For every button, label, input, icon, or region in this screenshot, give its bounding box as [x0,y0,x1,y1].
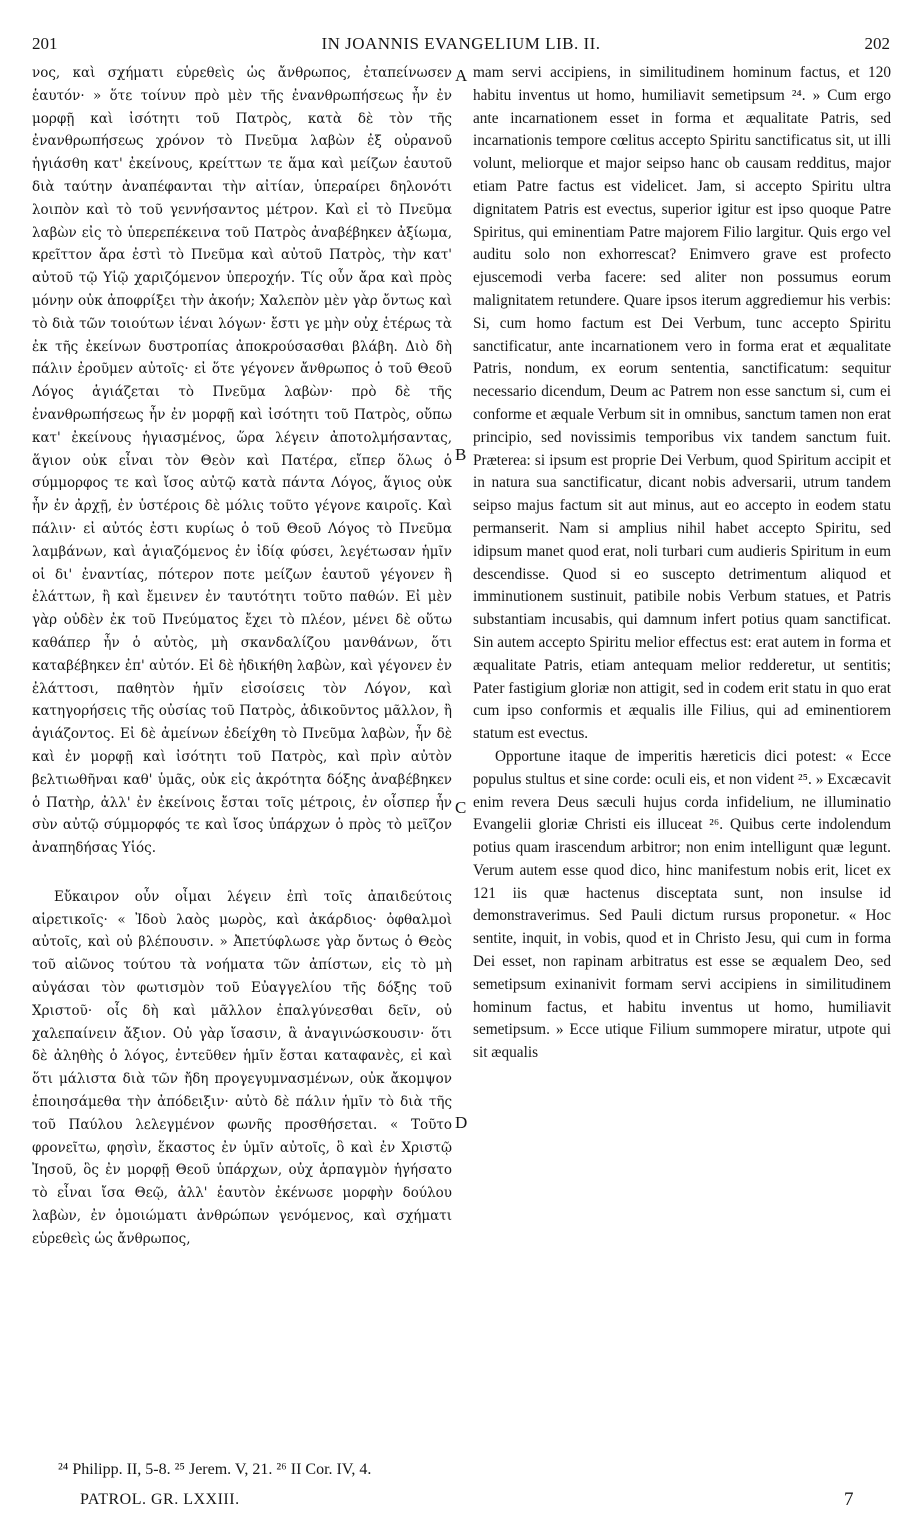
patrologia-signature: PATROL. GR. LXXIII. [80,1491,240,1508]
greek-column [32,62,452,1251]
latin-paragraph-2: Opportune itaque de imperitis hæreticis dici potest: « Ecce populus stultus et sine corde: oculi eis, et non vident ²⁵. » Excæcavit enim revera Deus sæculi hujus corda infidelium, ne illuminatio Evangelii gloriæ Christi eis illuceat ²⁶. Quibus certe indolendum potius quam irascendum arbitror; non enim intelligunt quæ legunt. Verum autem esse quod dico, hinc manifestum nobis erit, licet ex 121 iis quæ hactenus disceptata sunt, non insulse id demonstraverimus. Sed Pauli dictum rursus proponetur. « Hoc sentite, inquit, in vobis, quod et in Christo Jesu, qui cum in forma Dei esset, non rapinam arbitratus est esse se æqualem Deo, sed semetipsum exinanivit formam servi accipiens in similitudinem hominum factus, et habitu inventus ut homo, humiliavit semetipsum. » Ecce utique Filium summopere miratur, utpote qui sit æqualis [473,747,891,1062]
right-page-number: 202 [864,34,890,53]
signature-number: 7 [844,1489,854,1510]
latin-paragraph-1: mam servi accipiens, in similitudinem hominum factus, et 120 habitu inventus ut homo, humiliavit semetipsum ²⁴. » Cum ergo ante incarnationem esset in forma et æqualitate Patris, sed incarnationis tempore cœlitus accepto Spiritu sanctificatus sit, ut illi volunt, meliorque et major seipso hanc ob causam redditus, major etiam Patre factus est videlicet. Jam, si accepto Spiritu ultra dignitatem Patris est evectus, superior igitur est ipso quoque Patre Spiritus, qui eminentiam Patre majorem Filio largitur. Quis ergo vel auditu solo non exhorrescat? Enimvero grave est profecto ejuscemodi verba facere: sed aliter non possumus eorum malignitatem retundere. Quare ipsos iterum aggrediemur his verbis: Si, cum homo factum est Dei Verbum, tunc accepto Spiritu sanctificatur, ante incarnationem vero in forma erat et æqualitate Patris, nondum, ex eorum sententia, sanctificatum: sequitur necessario dicendum, Deum ac Patrem non esse sanctum si, cum ei conforme et æquale Verbum sit in omnibus, sanctum tamen non erat principio, sed novissimis temporibus vix tandem sanctum fuit. Præterea: si ipsum est proprie Dei Verbum, quod Spiritum accipit et in natura sua sanctificatur, dicant nobis adversarii, utrum tandem seipso majus factum sit aut minus, aut eo accepto in eodem statu permanserit. Nam si amplius nihil habet accepto Spiritu, sed idipsum manet quod erat, noli turbari cum audieris Spiritum in eum descendisse. Quod si eo suscepto detrimentum aliquod et imminutionem sustinuit, patibile nobis Verbum statues, et Patris substantiam incusabis, qui damnum infert potius quam sanctificat. Sin autem accepto Spiritu melior effectus est: erat autem in forma et æqualitate Patris, etiam antequam melior redderetur, ut sentitis; Pater fastigium gloriæ non attigit, sed in codem erit statu in quo erat cum ipso conformis et æqualis ille Filius, qui ad eminentiorem statum est evectus. [473,64,891,743]
running-title: IN JOANNIS EVANGELIUM LIB. II. [321,34,601,53]
margin-letter-c: C [455,798,467,817]
running-header [32,34,890,60]
greek-paragraph-2: Εὔκαιρον οὖν οἶμαι λέγειν ἐπὶ τοῖς ἀπαιδεύτοις αἱρετικοῖς· « Ἰδοὺ λαὸς μωρὸς, καὶ ἀκάρδιος· ὀφθαλμοὶ αὐτοῖς, καὶ οὐ βλέπουσιν. » Ἀπετύφλωσε γὰρ ὄντως ὁ Θεὸς τοῦ αἰῶνος τούτου τὰ νοήματα τῶν ἀπίστων, εἰς τὸ μὴ αὐγάσαι τὸν φωτισμὸν τοῦ Εὐαγγελίου τῆς δόξης τοῦ Χριστοῦ· οἷς δὴ καὶ μᾶλλον ἐπαλγύνεσθαι δεῖν, οὐ χαλεπαίνειν ἄξιον. Οὐ γὰρ ἴσασιν, ἃ ἀναγινώσκουσιν· ὅτι δὲ ἀληθὴς ὁ λόγος, ἐντεῦθεν ἡμῖν ἔσται καταφανὲς, εἰ καὶ ὅτι μάλιστα διὰ τῶν ἤδη προγεγυμνασμένων, οὐκ ἄκομψον ἐποιησάμεθα τὴν ἀπόδειξιν· αὐτὸ δὲ πάλιν ἡμῖν τὸ διὰ τῆς τοῦ Παύλου λελεγμένον φωνῆς προσθήσεται. « Τοῦτο φρονεῖτω, φησὶν, ἕκαστος ἐν ὑμῖν αὐτοῖς, ὃ καὶ ἐν Χριστῷ Ἰησοῦ, ὃς ἐν μορφῇ Θεοῦ ὑπάρχων, οὐχ ἁρπαγμὸν ἡγήσατο τὸ εἶναι ἴσα Θεῷ, ἀλλ' ἑαυτὸν ἐκένωσε μορφὴν δούλου λαβὼν, ἐν ὁμοιώματι ἀνθρώπων γενόμενος, καὶ σχήματι εὑρεθεὶς ὡς ἄνθρωπος, [32,888,452,1247]
left-page-number: 201 [32,34,58,53]
margin-letter-a: A [455,66,468,85]
greek-paragraph-1: νος, καὶ σχήματι εὑρεθεὶς ὡς ἄνθρωπος, ἐταπείνωσεν ἑαυτόν· » ὅτε τοίνυν πρὸ μὲν τῆς ἐνανθρωπήσεως ἦν ἐν μορφῇ καὶ ἰσότητι τοῦ Πατρὸς, κατὰ δὲ τὸν τῆς ἐνανθρωπήσεως χρόνον τὸ Πνεῦμα λαβὼν ἐξ οὐρανοῦ ἡγιάσθη κατ' ἐκείνους, κρείττων τε ἅμα καὶ μείζων ἑαυτοῦ διὰ ταύτην ἀναπέφανται τὴν αἰτίαν, ὑπεραίρει δηλονότι λοιπὸν καὶ τὸ τοῦ γεννήσαντος μέτρον. Καὶ εἰ τὸ Πνεῦμα λαβὼν εἰς τὸ ὑπερεπέκεινα τοῦ Πατρὸς ἀναβέβηκεν ἀξίωμα, κρεῖττον ἄρα ἐστὶ τὸ Πνεῦμα καὶ αὐτοῦ Πατρὸς, τὴν κατ' αὐτοῦ τῷ Υἱῷ χαριζόμενον ὑπεροχήν. Τίς οὖν ἄρα καὶ πρὸς μόνην οὐκ ἀποφρίξει τὴν ἀκοήν; Χαλεπὸν μὲν γὰρ ὄντως καὶ τὸ διὰ τῶν τοιούτων ἰέναι λόγων· ἔστι γε μὴν οὐχ ἑτέρως τὰ ἐκ τῆς ἐκείνων δυστροπίας ἀποκρούσασθαι βλάβη. Διὸ δὴ πάλιν ἐροῦμεν αὐτοῖς· εἰ ὅτε γέγονεν ἄνθρωπος ὁ τοῦ Θεοῦ Λόγος ἁγιάζεται τὸ Πνεῦμα λαβὼν· πρὸ δὲ τῆς ἐνανθρωπήσεως ἦν ἐν μορφῇ καὶ ἰσότητι τοῦ Πατρὸς, οὔπω κατ' ἐκείνους ἡγιασμένος, ὥρα λέγειν ἀποτολμήσαντας, ἅγιον οὐκ εἶναι τὸν Θεὸν καὶ Πατέρα, εἴπερ ὅλως ὁ σύμμορφος τε καὶ ἴσος αὐτῷ κατὰ πάντα Λόγος, ἅγιος οὐκ ἦν ἐν ἀρχῇ, ἐν ὑστέροις δὲ μόλις τοῦτο γέγονε καιροῖς. Καὶ πάλιν· εἰ αὐτός ἐστι κυρίως ὁ τοῦ Θεοῦ Λόγος τὸ Πνεῦμα λαμβάνων, καὶ ἁγιαζόμενος ἐν ἰδίᾳ φύσει, λεγέτωσαν ἡμῖν οἱ δι' ἐναντίας, πότερον ποτε μείζων ἑαυτοῦ γέγονεν ἢ ἐλάττων, ἢ καὶ ἔμεινεν ἐν ταυτότητι τοῦτο παθών. Εἰ μὲν γὰρ οὐδὲν ἐκ τοῦ Πνεύματος ἔχει τὸ πλέον, μένει δὲ οὕτω καθάπερ ἦν ὁ αὐτὸς, μὴ σκανδαλίζου μανθάνων, ὅτι καταβέβηκεν ἐπ' αὐτόν. Εἰ δὲ ἠδικήθη λαβὼν, καὶ γέγονεν ἐν ἐλάττοσι, παθητὸν ἡμῖν εἰσοίσεις τὸν Λόγον, καὶ κατηγορήσεις τῆς οὐσίας τοῦ Πατρὸς, ἀδικοῦντος μᾶλλον, ἢ ἁγιάζοντος. Εἰ δὲ ἀμείνων ἐδείχθη τὸ Πνεῦμα λαβὼν, ἦν δὲ καὶ ἐν μορφῇ καὶ ἰσότητι τοῦ Πατρὸς, καὶ πρὶν αὐτὸν βελτιωθῆναι καθ' ὑμᾶς, οὐκ εἰς ἀκρότητα δόξης ἀναβέβηκεν ὁ Πατὴρ, ἀλλ' ἐν ἐκείνοις ἔσται τοῖς μέτροις, ἐν οἷσπερ ἦν σὺν αὐτῷ σύμμορφός τε καὶ ἴσος ὑπάρχων ὁ πρὸς τὸ μεῖζον ἀναπηδήσας Υἱός. [32,65,452,857]
margin-letter-b: B [455,445,467,464]
margin-letter-d: D [455,1113,468,1132]
latin-column [473,62,891,1065]
footnotes: ²⁴ Philipp. II, 5-8. ²⁵ Jerem. V, 21. ²⁶ II Cor. IV, 4. [58,1461,372,1478]
